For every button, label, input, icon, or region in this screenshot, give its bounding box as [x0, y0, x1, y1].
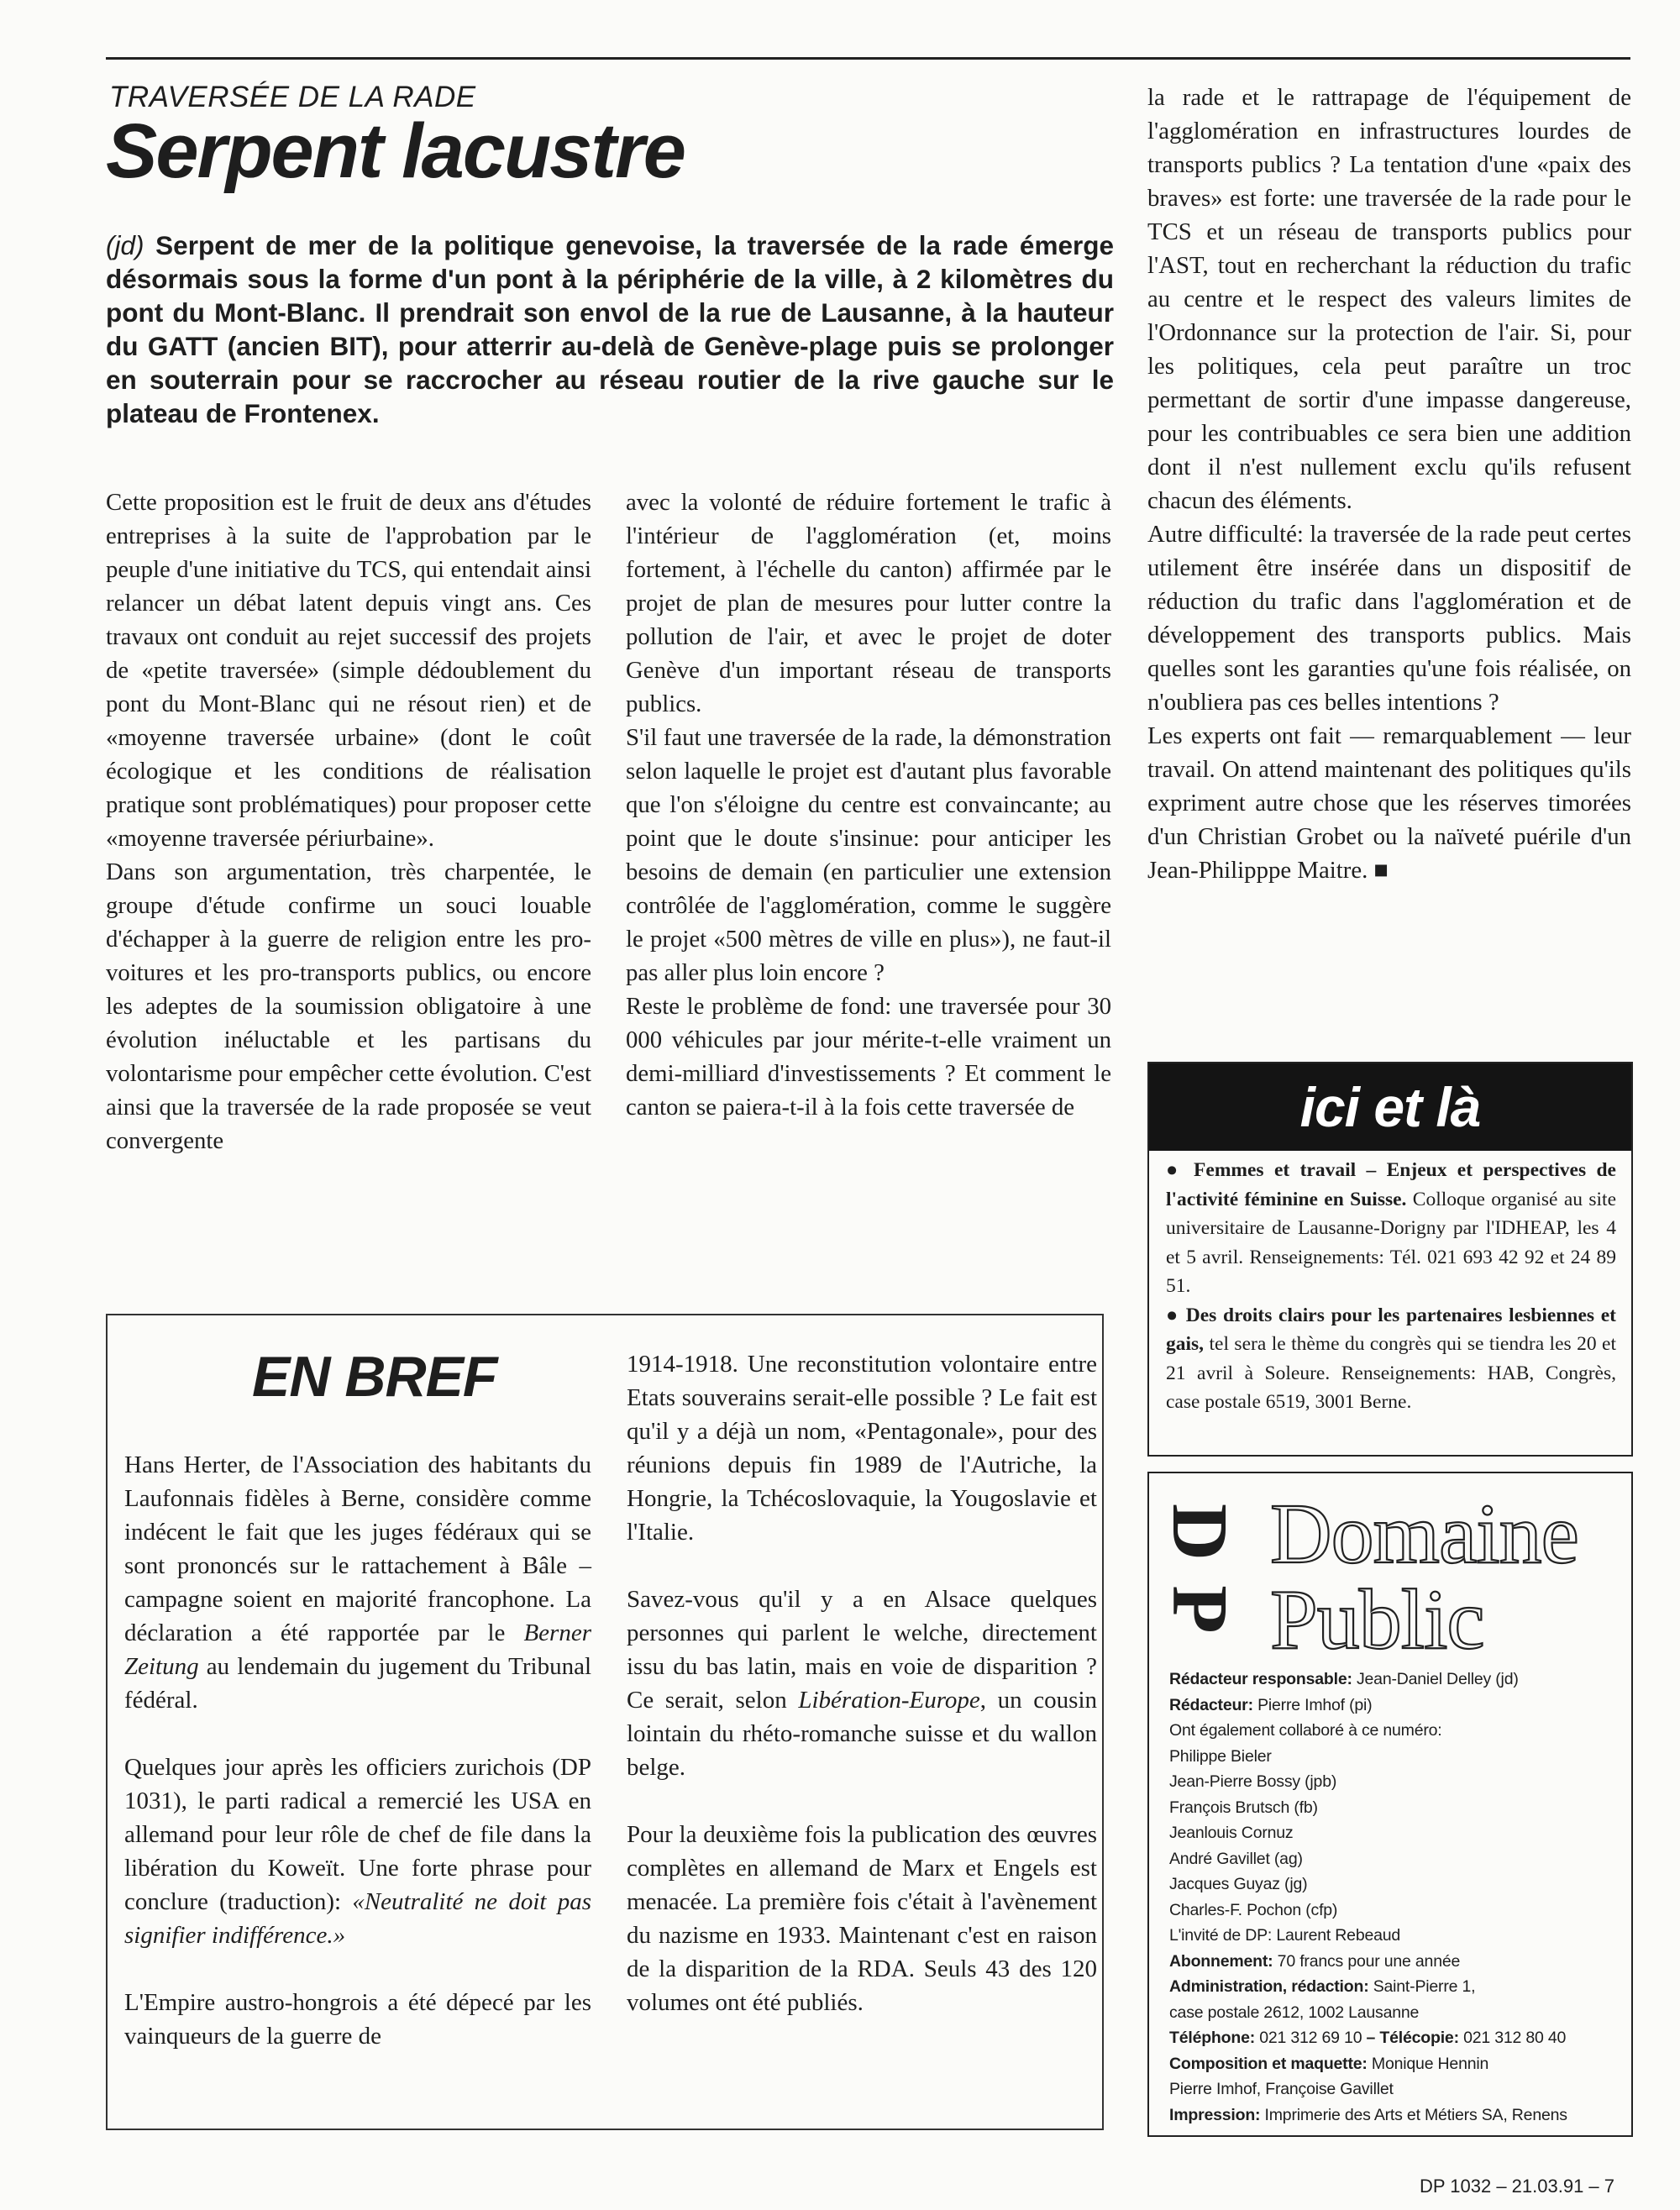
- ici-et-la-body: [1166, 1156, 1616, 1417]
- dp-letter: P: [1156, 1585, 1243, 1634]
- newspaper-name: Libération-Europe: [798, 1687, 980, 1714]
- imprint-line: [1169, 2051, 1623, 2077]
- imprint: [1169, 1667, 1623, 2128]
- article-closing-text: Les experts ont fait — remarquablement — leur travail. On attend maintenant des politiques qu'ils expriment autre chose que les réserves timorées d'un Christian Grobet ou la naïveté puérile d'un Jean-Philipppe Maitre.: [1147, 722, 1631, 884]
- imprint-label: Composition et maquette:: [1169, 2054, 1368, 2073]
- imprint-line: [1169, 2025, 1623, 2051]
- imprint-line: Pierre Imhof, Françoise Gavillet: [1169, 2080, 1394, 2098]
- en-bref-item: Pour la deuxième fois la publication des œuvres complètes en allemand de Marx et Engels est menacée. La première fois c'était à l'avènement du nazisme en 1933. Maintenant c'est en raison de la disparition de la RDA. Seuls 43 des 120 volumes ont été publiés.: [627, 1821, 1097, 2016]
- en-bref-column-1: [124, 1448, 591, 2087]
- collaborator: André Gavillet (ag): [1169, 1849, 1303, 1868]
- page-folio: DP 1032 – 21.03.91 – 7: [1420, 2176, 1615, 2197]
- en-bref-item: [627, 1583, 1097, 1784]
- imprint-line: [1169, 1974, 1623, 2000]
- collaborator: Jacques Guyaz (jg): [1169, 1875, 1308, 1893]
- collaborator: Charles-F. Pochon (cfp): [1169, 1900, 1338, 1919]
- imprint-value: Pierre Imhof (pi): [1252, 1695, 1373, 1714]
- imprint-label: Rédacteur:: [1169, 1695, 1253, 1714]
- imprint-value: 021 312 80 40: [1458, 2029, 1567, 2047]
- dp-logo: [1156, 1493, 1243, 1648]
- imprint-label: Impression:: [1169, 2105, 1261, 2124]
- dp-letter: D: [1156, 1504, 1243, 1561]
- imprint-line: [1169, 1693, 1623, 1719]
- article-paragraph: S'il faut une traversée de la rade, la démonstration selon laquelle le projet est d'autant plus favorable que l'on s'éloigne du centre est convaincante; au point que le doute s'insinue: pour anticiper les besoins de demain (en particulier une extension contrôlée de l'agglomération, comme le suggère le projet «500 mètres de ville en plus»), ne faut-il pas aller plus loin encore ?: [626, 724, 1111, 986]
- article-paragraph: Cette proposition est le fruit de deux ans d'études entreprises à la suite de l'approbation par le peuple d'une initiative du TCS, qui entendait ainsi relancer un débat latent depuis vingt ans. Ces travaux ont conduit au rejet successif des projets de «petite traversée» (simple dédoublement du pont du Mont-Blanc qui ne résout rien) et de «moyenne traversée urbaine» (dont le coût écologique et les conditions de réalisation pratique sont problématiques) pour proposer cette «moyenne traversée périurbaine».: [106, 489, 591, 852]
- imprint-value: 021 312 69 10: [1255, 2029, 1362, 2047]
- ici-et-la-title: ici et là: [1149, 1063, 1631, 1151]
- article-paragraph: Autre difficulté: la traversée de la rade peut certes utilement être insérée dans un dispositif de réduction du trafic dans l'agglomération et de développement des transports publics. Mais quelles sont les garanties qu'une fois réalisée, on n'oubliera pas ces belles intentions ?: [1147, 521, 1631, 716]
- top-rule: [106, 57, 1630, 60]
- imprint-line: [1169, 2102, 1623, 2129]
- imprint-line: [1169, 1949, 1623, 1975]
- en-bref-title: EN BREF: [252, 1345, 497, 1409]
- imprint-value: Monique Hennin: [1367, 2054, 1489, 2073]
- article-column-2: [626, 486, 1111, 1124]
- ici-item-text: Colloque organisé au site universitaire de Lausanne-Dorigny par l'IDHEAP, les 4 et 5 avril. Renseignements: Tél. 021 693 42 92 et 24 89 51.: [1166, 1188, 1616, 1297]
- collaborator: Jeanlouis Cornuz: [1169, 1824, 1294, 1842]
- article-paragraph: Dans son argumentation, très charpentée, le groupe d'étude confirme un souci louable d'échapper à la guerre de religion entre les pro-voitures et les pro-transports publics, ou encore les adeptes de la soumission obligatoire à une évolution inéluctable et les partisans du volontarisme pour empêcher cette évolution. C'est ainsi que la traversée de la rade proposée se veut convergente: [106, 858, 591, 1154]
- article-paragraph: Reste le problème de fond: une traversée pour 30 000 véhicules par jour mérite-t-elle vraiment un demi-milliard d'investissements ? Et comment le canton se paiera-t-il à la fois cette traversée de: [626, 993, 1111, 1121]
- newspaper-name: Berner Zeitung: [124, 1619, 591, 1680]
- article-lead: [106, 228, 1114, 430]
- imprint-value: Saint-Pierre 1,: [1368, 1977, 1476, 1996]
- imprint-label: Administration, rédaction:: [1169, 1977, 1369, 1996]
- en-bref-item: L'Empire austro-hongrois a été dépecé par les vainqueurs de la guerre de: [124, 1989, 591, 2050]
- masthead-word-domaine: Domaine: [1270, 1487, 1578, 1582]
- collaborator: François Brutsch (fb): [1169, 1798, 1318, 1817]
- article-kicker: TRAVERSÉE DE LA RADE: [109, 81, 476, 113]
- text-run: au lendemain du jugement du Tribunal fédéral.: [124, 1653, 591, 1714]
- quote: «Neutralité ne doit pas signifier indifférence.»: [124, 1888, 591, 1949]
- en-bref-column-2: [627, 1347, 1097, 2053]
- collaborator: Philippe Bieler: [1169, 1746, 1272, 1766]
- ici-item: [1166, 1156, 1616, 1301]
- collaborator: L'invité de DP: Laurent Rebeaud: [1169, 1926, 1401, 1945]
- article-column-3: [1147, 81, 1631, 887]
- ici-item-heading: ● Des droits clairs pour les partenaires lesbiennes et gais,: [1166, 1304, 1616, 1355]
- imprint-label: Rédacteur responsable:: [1169, 1670, 1352, 1688]
- imprint-label: – Télécopie:: [1362, 2029, 1459, 2047]
- text-run: Hans Herter, de l'Association des habitants du Laufonnais fidèles à Berne, considère comme indécent le fait que les juges fédéraux qui se sont prononcés sur le rattachement à Bâle – campagne soient en majorité francophone. La déclaration a été rapportée par le: [124, 1451, 591, 1646]
- article-paragraph: [1147, 719, 1631, 887]
- en-bref-item: 1914-1918. Une reconstitution volontaire entre Etats souverains serait-elle possible ? Le fait est qu'il y a déjà un nom, «Pentagonale», pour des réunions depuis fin 1989 de l'Autriche, la Hongrie, la Tchécoslovaquie, la Yougoslavie et l'Italie.: [627, 1351, 1097, 1546]
- collaborator: Jean-Pierre Bossy (jpb): [1169, 1772, 1337, 1791]
- imprint-line: Ont également collaboré à ce numéro:: [1169, 1721, 1442, 1740]
- ici-item: [1166, 1301, 1616, 1417]
- text-run: , un cousin lointain du rhéto-romanche suisse et du wallon belge.: [627, 1687, 1097, 1781]
- imprint-value: Imprimerie des Arts et Métiers SA, Renens: [1260, 2105, 1567, 2124]
- imprint-line: case postale 2612, 1002 Lausanne: [1169, 2003, 1420, 2022]
- article-title: Serpent lacustre: [106, 108, 685, 194]
- article-column-1: [106, 486, 591, 1157]
- article-paragraph: avec la volonté de réduire fortement le trafic à l'intérieur de l'agglomération (et, moins fortement, à l'échelle du canton) affirmée par le projet de plan de mesures pour lutter contre la pollution de l'air, et avec le projet de doter Genève d'un important réseau de transports publics.: [626, 489, 1111, 717]
- ici-item-heading: ● Femmes et travail – Enjeux et perspectives de l'activité féminine en Suisse.: [1166, 1159, 1616, 1210]
- imprint-value: 70 francs pour une année: [1273, 1951, 1461, 1971]
- end-mark: ■: [1368, 857, 1389, 884]
- en-bref-item: [124, 1751, 591, 1952]
- imprint-value: Jean-Daniel Delley (jd): [1352, 1670, 1519, 1688]
- imprint-label: Abonnement:: [1169, 1951, 1273, 1971]
- text-run: Quelques jour après les officiers zurichois (DP 1031), le parti radical a remercié les USA en allemand pour leur rôle de chef de file dans la libération du Koweït. Une forte phrase pour conclure (traduction):: [124, 1754, 591, 1915]
- en-bref-item: [124, 1448, 591, 1717]
- lead-text: Serpent de mer de la politique genevoise, la traversée de la rade émerge désormais sous la forme d'un pont à la périphérie de la ville, à 2 kilomètres du pont du Mont-Blanc. Il prendrait son envol de la rue de Lausanne, à la hauteur du GATT (ancien BIT), pour atterrir au-delà de Genève-plage puis se prolonger en souterrain pour se raccrocher au réseau routier de la rive gauche sur le plateau de Frontenex.: [106, 230, 1114, 428]
- masthead-word-public: Public: [1270, 1572, 1484, 1667]
- lead-initials: (jd): [106, 230, 144, 260]
- ici-item-text: tel sera le thème du congrès qui se tiendra les 20 et 21 avril à Soleure. Renseignements: HAB, Congrès, case postale 6519, 3001 Berne.: [1166, 1333, 1616, 1413]
- article-paragraph: la rade et le rattrapage de l'équipement de l'agglomération en infrastructures lourdes de transports publics ? La tentation d'une «paix des braves» est forte: une traversée de la rade pour le TCS et un réseau de transports publics pour l'AST, tout en recherchant la réduction du trafic au centre et le respect des valeurs limites de l'Ordonnance sur la protection de l'air. Si, pour les politiques, cela peut paraître un troc permettant de sortir d'une impasse dangereuse, pour les contribuables ce sera bien une addition dont il n'est nullement exclu qu'ils refusent chacun des éléments.: [1147, 84, 1631, 514]
- text-run: Savez-vous qu'il y a en Alsace quelques personnes qui parlent le welche, directement issu du bas latin, mais en voie de disparition ? Ce serait, selon: [627, 1586, 1097, 1714]
- imprint-line: [1169, 1667, 1623, 1693]
- imprint-label: Téléphone:: [1169, 2029, 1256, 2047]
